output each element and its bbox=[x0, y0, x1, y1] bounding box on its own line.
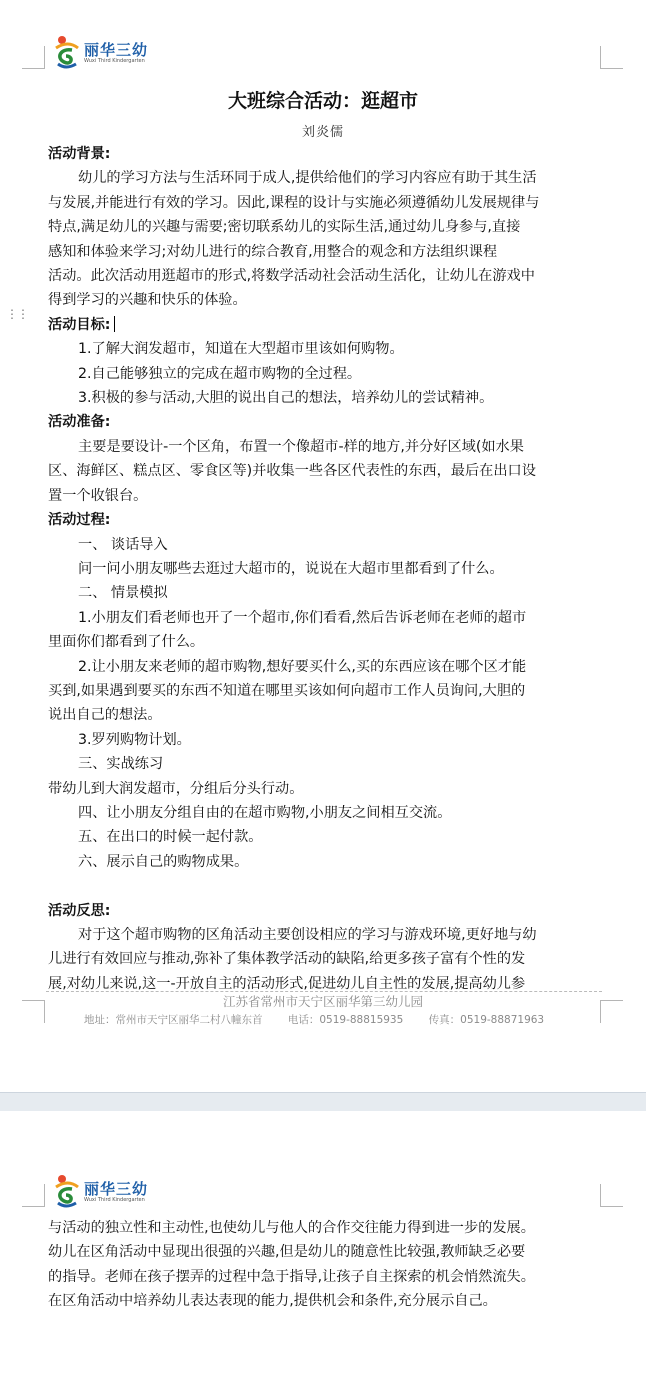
heading-process: 活动过程: bbox=[48, 512, 111, 529]
heading-goals: 活动目标: bbox=[48, 316, 111, 333]
background-line: 感知和体验来学习;对幼儿进行的综合教育,用整合的观念和方法组织课程 bbox=[48, 243, 498, 260]
document-body bbox=[48, 142, 608, 996]
process-line: 1.小朋友们看老师也开了一个超市,你们看看,然后告诉老师在老师的超市 bbox=[78, 609, 527, 626]
prep-line: 区、海鲜区、糕点区、零食区等)并收集一些各区代表性的东西，最后在出口设 bbox=[48, 463, 536, 480]
logo-subtitle: Wuxi Third Kindergarten bbox=[84, 58, 145, 64]
heading-background: 活动背景: bbox=[48, 146, 111, 162]
process-line: 问一问小朋友哪些去逛过大超市的，说说在大超市里都看到了什么。 bbox=[78, 560, 504, 577]
reflection-line: 展,对幼儿来说,这一-开放自主的活动形式,促进幼儿自主性的发展,提高幼儿参 bbox=[48, 975, 526, 992]
document-author: 刘炎儒 bbox=[301, 125, 344, 140]
process-line: 2.让小朋友来老师的超市购物,想好要买什么,买的东西应该在哪个区才能 bbox=[78, 658, 527, 675]
footer-address: 地址：常州市天宁区丽华二村八幢东首 bbox=[84, 1014, 263, 1026]
logo-name: 丽华三幼 bbox=[84, 1180, 149, 1198]
background-line: 与发展,并能进行有效的学习。因此,课程的设计与实施必须遵循幼儿发展规律与 bbox=[48, 194, 540, 211]
page2-line: 的指导。老师在孩子摆弄的过程中急于指导,让孩子自主探索的机会悄然流失。 bbox=[48, 1268, 535, 1285]
crop-mark-top-right bbox=[600, 46, 623, 69]
process-line: 二、 情景模拟 bbox=[78, 585, 168, 602]
goal-item: 3.积极的参与活动,大胆的说出自己的想法，培养幼儿的尝试精神。 bbox=[78, 390, 494, 407]
crop-mark-top-left bbox=[22, 46, 45, 69]
logo-figure-icon bbox=[52, 1173, 82, 1211]
heading-prep: 活动准备: bbox=[48, 414, 111, 431]
reflection-line: 对于这个超市购物的区角活动主要创设相应的学习与游戏环境,更好地与幼 bbox=[78, 926, 537, 943]
background-line: 得到学习的兴趣和快乐的体验。 bbox=[48, 292, 247, 309]
drag-handle-icon[interactable]: ⋮⋮ bbox=[6, 307, 28, 321]
logo-figure-icon bbox=[52, 34, 82, 72]
page2-line: 在区角活动中培养幼儿表达表现的能力,提供机会和条件,充分展示自己。 bbox=[48, 1293, 497, 1310]
footer-contact bbox=[84, 1012, 566, 1027]
process-line: 一、 谈话导入 bbox=[78, 536, 168, 553]
crop-mark-top-left bbox=[22, 1184, 45, 1207]
logo-name: 丽华三幼 bbox=[84, 41, 149, 59]
process-line: 带幼儿到大润发超市，分组后分头行动。 bbox=[48, 780, 304, 797]
process-line: 四、让小朋友分组自由的在超市购物,小朋友之间相互交流。 bbox=[78, 804, 452, 821]
process-line: 3.罗列购物计划。 bbox=[78, 731, 191, 748]
reflection-line: 儿进行有效回应与推动,弥补了集体教学活动的缺陷,给更多孩子富有个性的发 bbox=[48, 951, 526, 968]
page-separator bbox=[0, 1092, 646, 1112]
goal-item: 2.自己能够独立的完成在超市购物的全过程。 bbox=[78, 365, 362, 382]
process-line: 买到,如果遇到要买的东西不知道在哪里买该如何向超市工作人员询问,大胆的 bbox=[48, 682, 526, 699]
background-line: 幼儿的学习方法与生活环同于成人,提供给他们的学习内容应有助于其生活 bbox=[78, 170, 537, 187]
kindergarten-logo bbox=[52, 34, 148, 72]
process-line: 三、实战练习 bbox=[78, 756, 164, 773]
process-line: 六、展示自己的购物成果。 bbox=[78, 853, 249, 870]
logo-subtitle: Wuxi Third Kindergarten bbox=[84, 1197, 145, 1203]
blank-line bbox=[48, 874, 608, 898]
crop-mark-top-right bbox=[600, 1184, 623, 1207]
goals-heading-row[interactable] bbox=[48, 313, 608, 337]
text-cursor bbox=[114, 316, 115, 332]
footer-org: 江苏省常州市天宁区丽华第三幼儿园 bbox=[222, 994, 423, 1009]
background-line: 活动。此次活动用逛超市的形式,将数学活动社会活动生活化，让幼儿在游戏中 bbox=[48, 268, 535, 285]
background-line: 特点,满足幼儿的兴趣与需要;密切联系幼儿的实际生活,通过幼儿身参与,直接 bbox=[48, 219, 521, 236]
page2-line: 与活动的独立性和主动性,也使幼儿与他人的合作交往能力得到进一步的发展。 bbox=[48, 1220, 535, 1236]
process-line: 里面你们都看到了什么。 bbox=[48, 634, 205, 651]
document-title: 大班综合活动：逛超市 bbox=[227, 90, 418, 112]
kindergarten-logo bbox=[52, 1173, 148, 1211]
process-line: 说出自己的想法。 bbox=[48, 707, 162, 724]
heading-reflection: 活动反思: bbox=[48, 902, 111, 919]
document-body-page-2 bbox=[48, 1216, 608, 1314]
page2-line: 幼儿在区角活动中显现出很强的兴趣,但是幼儿的随意性比较强,教师缺乏必要 bbox=[48, 1244, 526, 1261]
prep-line: 主要是要设计-一个区角，布置一个像超市-样的地方,并分好区域(如水果 bbox=[78, 438, 524, 455]
prep-line: 置一个收银台。 bbox=[48, 487, 148, 504]
process-line: 五、在出口的时候一起付款。 bbox=[78, 829, 263, 846]
footer-phone: 电话：0519-88815935 bbox=[287, 1014, 404, 1026]
goal-item: 1.了解大润发超市，知道在大型超市里该如何购物。 bbox=[78, 341, 404, 358]
footer-fax: 传真：0519-88871963 bbox=[428, 1014, 545, 1026]
